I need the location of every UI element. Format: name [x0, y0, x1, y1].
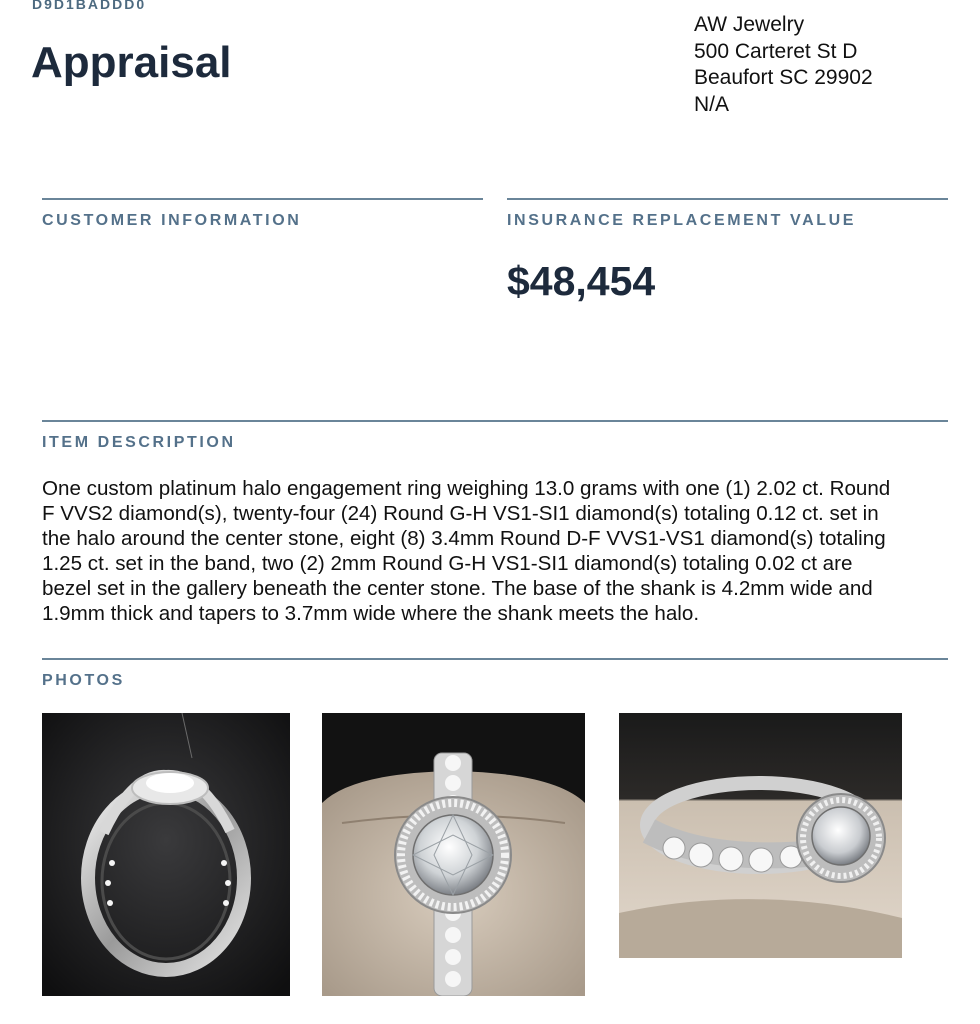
description-line: 1.25 ct. set in the band, two (2) 2mm Round G-H VS1-SI1 diamond(s) totaling 0.02 ct are [42, 552, 853, 575]
vendor-city-state-zip: Beaufort SC 29902 [694, 66, 873, 89]
vendor-street: 500 Carteret St D [694, 39, 858, 63]
vendor-address [694, 12, 873, 118]
photos-divider [42, 658, 948, 660]
photos-label: PHOTOS [42, 672, 125, 689]
item-description-text [42, 476, 952, 626]
item-description-label: ITEM DESCRIPTION [42, 434, 236, 451]
ring-photo-top-view [42, 713, 290, 996]
customer-info-divider [42, 198, 483, 200]
page-title: Appraisal [31, 38, 232, 87]
description-line: 1.9mm thick and tapers to 3.7mm wide where the shank meets the halo. [42, 602, 700, 625]
insurance-value-divider [507, 198, 948, 200]
description-line: bezel set in the gallery beneath the center stone. The base of the shank is 4.2mm wide and [42, 577, 873, 600]
insurance-value-amount: $48,454 [507, 258, 656, 304]
vendor-name: AW Jewelry [694, 13, 805, 36]
description-line: the halo around the center stone, eight (8) 3.4mm Round D-F VVS1-VS1 diamond(s) totaling [42, 527, 886, 550]
ring-photo-front-view [322, 713, 585, 996]
insurance-value-label: INSURANCE REPLACEMENT VALUE [507, 212, 857, 229]
vendor-phone: N/A [694, 92, 730, 116]
description-line: One custom platinum halo engagement ring weighing 13.0 grams with one (1) 2.02 ct. Round [42, 477, 891, 500]
customer-info-label: CUSTOMER INFORMATION [42, 212, 302, 229]
item-description-divider [42, 420, 948, 422]
document-id: D9D1BADDD0 [32, 0, 147, 12]
ring-photo-side-view [619, 713, 902, 958]
description-line: F VVS2 diamond(s), twenty-four (24) Round G-H VS1-SI1 diamond(s) totaling 0.12 ct. set in [42, 502, 879, 525]
